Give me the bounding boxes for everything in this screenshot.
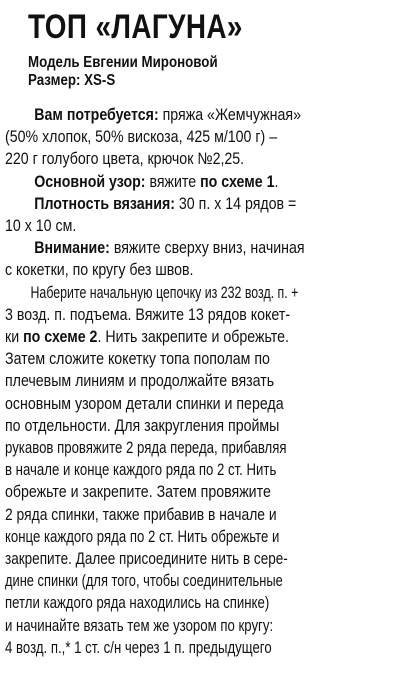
size-info: Размер: XS-S <box>28 72 116 89</box>
text-line <box>5 570 308 592</box>
text-span: обрежьте и закрепите. Затем провяжите <box>5 483 271 502</box>
bold-label: Внимание: <box>34 239 110 258</box>
text-span: пряжа «Жемчужная» <box>158 106 301 124</box>
text-line <box>5 104 339 126</box>
text-span: 30 п. х 14 рядов = <box>174 194 297 213</box>
text-span: 2 ряда спинки, также прибавив в начале и <box>5 505 277 524</box>
text-span: закрепите. Далее присоедините нить в сере- <box>5 550 288 569</box>
text-line <box>5 526 315 548</box>
text-line <box>5 415 339 437</box>
text-line <box>5 370 339 392</box>
text-span: с кокетки, по кругу без швов. <box>5 261 194 280</box>
text-line <box>5 126 339 148</box>
article-meta <box>28 54 399 90</box>
text-line <box>5 437 315 459</box>
text-span: Наберите начальную цепочку из 232 возд. п. + <box>30 283 299 302</box>
text-line <box>5 548 323 570</box>
text-span: (50% хлопок, 50% вискоза, 425 м/100 г) – <box>5 128 278 147</box>
text-line <box>5 615 315 637</box>
text-line <box>5 282 299 304</box>
text-line <box>5 326 339 348</box>
text-span: рукавов провяжите 2 ряда переда, прибавляя <box>5 439 287 458</box>
bold-label: Плотность вязания: <box>34 194 175 213</box>
text-span: вяжите <box>145 172 201 191</box>
text-span: ки <box>5 328 24 347</box>
text-line <box>5 637 315 659</box>
text-line <box>5 171 339 193</box>
text-line <box>5 237 339 259</box>
text-span: в начале и конце каждого ряда по 2 ст. Нить <box>5 461 277 480</box>
text-span: вяжите сверху вниз, начиная <box>109 239 305 258</box>
text-span: . <box>274 172 279 191</box>
text-span: 4 возд. п.,* 1 ст. с/н через 1 п. предыдущего <box>5 638 272 657</box>
text-span: основным узором детали спинки и переда <box>5 394 284 413</box>
text-line <box>5 393 339 415</box>
model-author: Модель Евгении Мироновой <box>28 54 218 71</box>
text-line <box>5 459 315 481</box>
text-span: петли каждого ряда находились на спинке) <box>5 594 270 613</box>
text-span: по отдельности. Для закругления проймы <box>5 416 280 435</box>
text-span: плечевым линиям и продолжайте вязать <box>5 372 275 391</box>
text-line <box>5 259 339 281</box>
bold-label: Основной узор: <box>34 172 146 191</box>
text-line <box>5 504 331 526</box>
text-span: . Нить закрепите и обрежьте. <box>97 328 289 347</box>
text-line <box>5 148 339 170</box>
text-line <box>5 193 339 215</box>
bold-label: Вам потребуется: <box>34 106 159 124</box>
text-span: 3 возд. п. подъема. Вяжите 13 рядов кокет- <box>5 305 291 324</box>
text-line <box>5 481 339 503</box>
text-line <box>5 348 339 370</box>
article-body <box>5 104 393 659</box>
text-span: дине спинки (для того, чтобы соединительные <box>5 572 283 591</box>
text-span: и начинайте вязать тем же узором по кругу: <box>5 616 274 635</box>
text-span: конце каждого ряда по 2 ст. Нить обрежьте и <box>5 527 280 546</box>
text-line <box>5 592 315 614</box>
bold-label: по схеме 2 <box>23 328 98 347</box>
text-span: 10 х 10 см. <box>5 217 77 236</box>
text-line <box>5 215 339 237</box>
text-span: 220 г голубого цвета, крючок №2,25. <box>5 150 245 169</box>
article-title: ТОП «ЛАГУНА» <box>28 8 243 46</box>
text-span: Затем сложите кокетку топа пополам по <box>5 350 270 369</box>
bold-label: по схеме 1 <box>200 172 275 191</box>
text-line <box>5 304 339 326</box>
